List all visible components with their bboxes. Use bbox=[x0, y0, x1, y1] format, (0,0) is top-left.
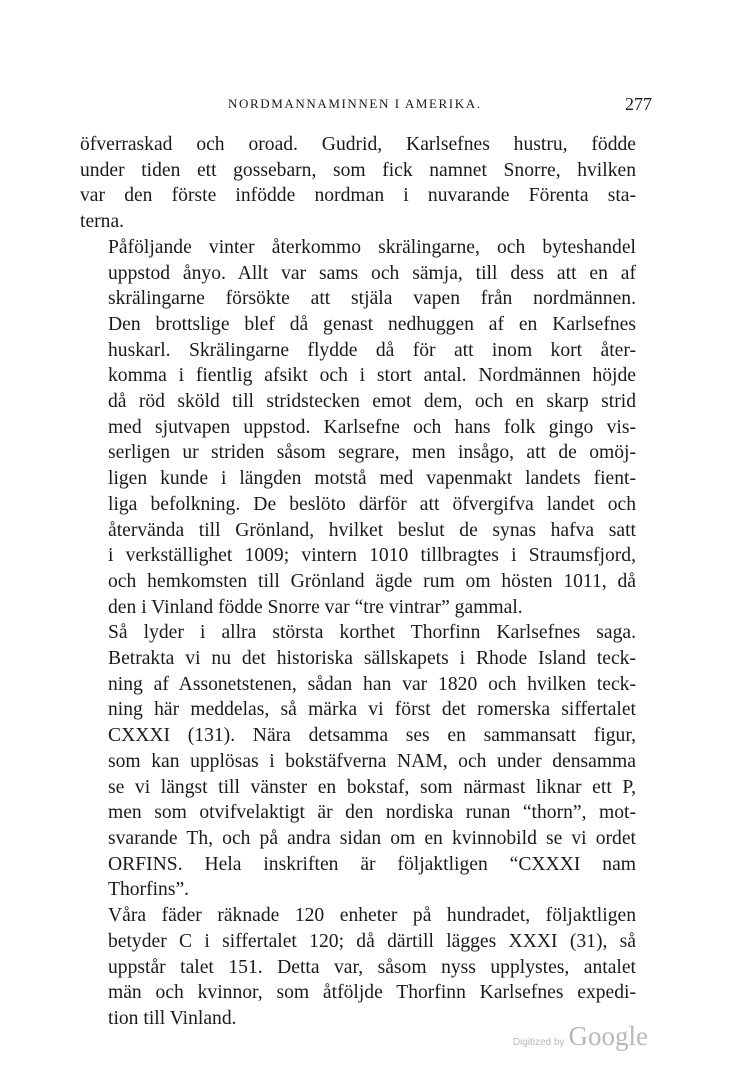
text-line: under tiden ett gossebarn, som fick namnet Snorre, hvilken bbox=[80, 159, 636, 181]
text-line: huskarl. Skrälingarne flydde då för att inom kort åter- bbox=[108, 339, 636, 361]
text-line: Påföljande vinter återkommo skrälingarne, och byteshandel bbox=[108, 236, 636, 258]
digitized-watermark bbox=[513, 1021, 648, 1052]
text-line: Thorfins”. bbox=[108, 879, 190, 901]
page-number: 277 bbox=[625, 94, 652, 114]
text-line: var den förste infödde nordman i nuvarande Förenta sta- bbox=[80, 185, 636, 207]
text-line: se vi längst till vänster en bokstaf, som närmast liknar ett P, bbox=[108, 776, 636, 798]
text-line: Betrakta vi nu det historiska sällskapets i Rhode Island teck- bbox=[108, 648, 636, 670]
text-line: ORFINS. Hela inskriften är följaktligen “CXXXI nam bbox=[108, 853, 636, 875]
text-line: ning af Assonetstenen, sådan han var 1820 och hvilken teck- bbox=[108, 673, 636, 695]
body-text bbox=[80, 132, 636, 1032]
paragraph bbox=[80, 620, 636, 903]
paragraph bbox=[80, 903, 636, 1032]
text-line: och hemkomsten till Grönland ägde rum om hösten 1011, då bbox=[108, 570, 636, 592]
text-line: skrälingarne försökte att stjäla vapen från nordmännen. bbox=[108, 288, 636, 310]
text-line: ning här meddelas, så märka vi först det romerska siffertalet bbox=[108, 699, 636, 721]
paragraph bbox=[80, 235, 636, 621]
text-line: som kan upplösas i bokstäfverna NAM, och under densamma bbox=[108, 750, 636, 772]
text-line: uppstår talet 151. Detta var, såsom nyss upplystes, antalet bbox=[108, 956, 636, 978]
text-line: Så lyder i allra största korthet Thorfinn Karlsefnes saga. bbox=[108, 622, 636, 644]
text-line: CXXXI (131). Nära detsamma ses en sammansatt figur, bbox=[108, 725, 636, 747]
running-title: NORDMANNAMINNEN I AMERIKA. bbox=[228, 96, 482, 111]
text-line: serligen ur striden såsom segrare, men insågo, att de omöj- bbox=[108, 442, 636, 464]
watermark-prefix: Digitized by bbox=[512, 1037, 565, 1048]
text-line: betyder C i siffertalet 120; då därtill lägges XXXI (31), så bbox=[108, 930, 636, 952]
text-line: i verkställighet 1009; vintern 1010 tillbragtes i Straumsfjord, bbox=[108, 545, 636, 567]
text-line: terna. bbox=[80, 211, 125, 233]
text-line: Våra fäder räknade 120 enheter på hundradet, följaktligen bbox=[108, 905, 636, 927]
text-line: liga befolkning. De beslöto därför att öfvergifva landet och bbox=[108, 493, 636, 515]
text-line: den i Vinland födde Snorre var “tre vintrar” gammal. bbox=[108, 596, 523, 618]
text-line: uppstod ånyo. Allt var sams och sämja, till dess att en af bbox=[108, 262, 636, 284]
text-line: komma i fientlig afsikt och i stort antal. Nordmännen höjde bbox=[108, 365, 636, 387]
text-line: män och kvinnor, som åtföljde Thorfinn Karlsefnes expedi- bbox=[108, 982, 636, 1004]
text-line: ligen kunde i längden motstå med vapenmakt landets fient- bbox=[108, 468, 636, 490]
text-line: svarande Th, och på andra sidan om en kvinnobild se vi ordet bbox=[108, 827, 636, 849]
google-logo: Google bbox=[568, 1021, 648, 1051]
text-line: Den brottslige blef då genast nedhuggen af en Karlsefnes bbox=[108, 313, 636, 335]
text-line: återvända till Grönland, hvilket beslut de synas hafva satt bbox=[108, 519, 636, 541]
text-line: öfverraskad och oroad. Gudrid, Karlsefnes hustru, födde bbox=[80, 134, 636, 155]
text-line: tion till Vinland. bbox=[108, 1007, 237, 1029]
text-line: då röd sköld till stridstecken emot dem, och en skarp strid bbox=[108, 391, 636, 413]
text-line: men som otvifvelaktigt är den nordiska runan “thorn”, mot- bbox=[108, 802, 636, 824]
text-line: med sjutvapen uppstod. Karlsefne och hans folk gingo vis- bbox=[108, 416, 636, 438]
paragraph bbox=[80, 132, 636, 235]
